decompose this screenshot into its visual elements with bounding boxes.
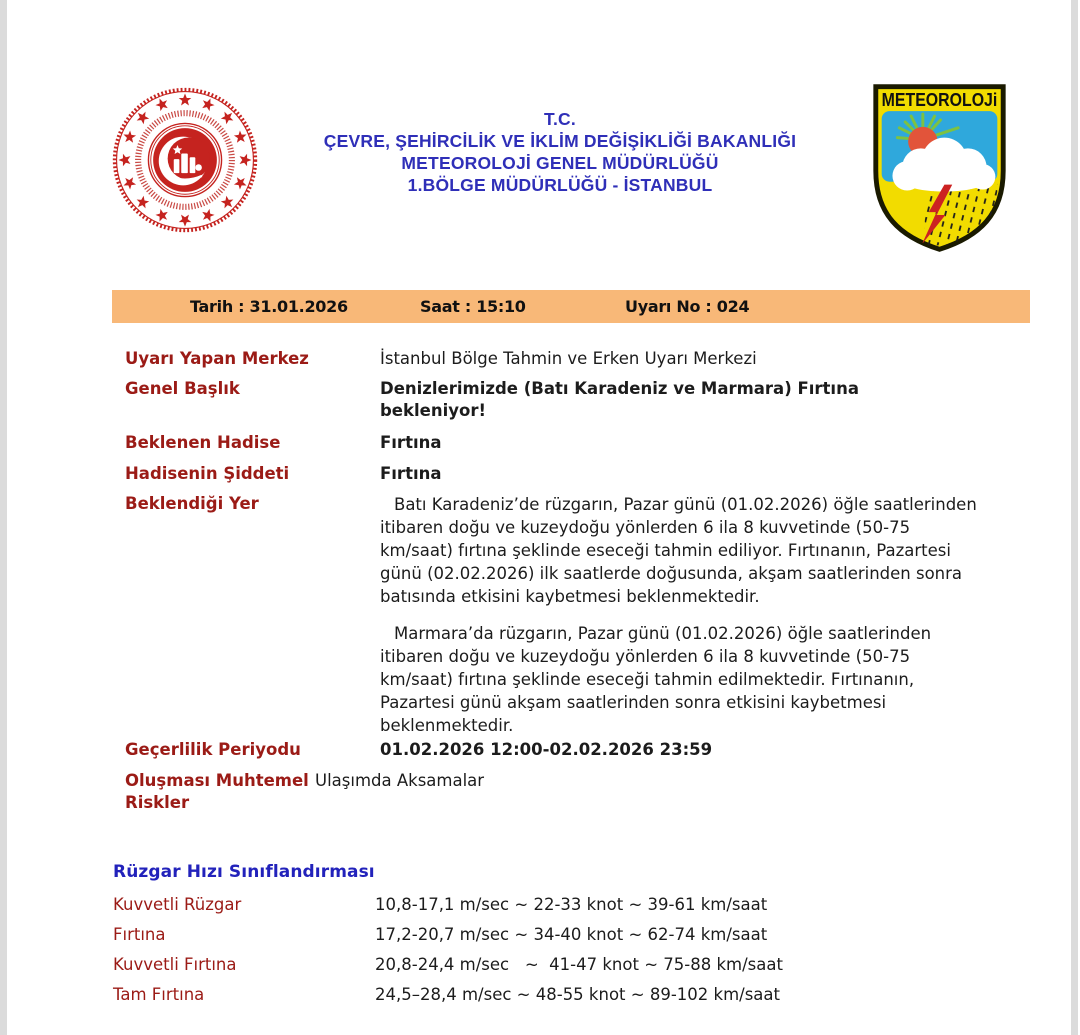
ministry-seal-icon [110,85,260,235]
field-label: Beklendiği Yer [125,494,259,513]
wind-class-value: 10,8-17,1 m/sec ~ 22-33 knot ~ 39-61 km/saat [375,895,768,914]
field-label: Genel Başlık [125,379,240,398]
wind-row-strong-wind [113,894,993,916]
field-label: Oluşması Muhtemel Riskler [125,771,309,812]
wind-class-label: Fırtına [113,925,166,944]
header-title [240,108,880,196]
info-bar [112,290,1030,323]
field-row-expected-event [125,432,987,454]
wind-class-value: 17,2-20,7 m/sec ~ 34-40 knot ~ 62-74 km/saat [375,925,768,944]
field-label: Geçerlilik Periyodu [125,740,301,759]
field-row-possible-risks [125,770,987,814]
wind-class-value: 24,5–28,4 m/sec ~ 48-55 knot ~ 89-102 km/saat [375,985,780,1004]
field-row-warning-center [125,348,987,370]
field-label: Beklenen Hadise [125,433,281,452]
wind-class-value: 20,8-24,4 m/sec ~ 41-47 knot ~ 75-88 km/saat [375,955,783,974]
field-row-event-severity [125,463,987,485]
wind-classification-title: Rüzgar Hızı Sınıflandırması [113,862,375,882]
wind-row-full-storm [113,984,993,1006]
expected-location-paragraph-1: Batı Karadeniz’de rüzgarın, Pazar günü (01.02.2026) öğle saatlerinden itibaren doğu ve kuzeydoğu yönlerden 6 ila 8 kuvvetinde (50-75 km/saat) fırtına şeklinde eseceği tahmin ediliyor. Fırtınanın, Pazartesi günü (02.02.2026) ilk saatlerde doğusunda, akşam saatlerinden sonra batısında etkisini kaybetmesi beklenmektedir. [380,495,977,606]
wind-speed-classification [113,861,993,1014]
field-value: Fırtına [380,433,442,452]
title-line-directorate: METEOROLOJİ GENEL MÜDÜRLÜĞÜ [401,153,719,173]
page-right-edge [1071,0,1078,1035]
wind-class-label: Kuvvetli Fırtına [113,955,237,974]
ministry-seal-logo [110,85,260,235]
info-time: Saat : 15:10 [420,297,526,316]
title-line-ministry: ÇEVRE, ŞEHİRCİLİK VE İKLİM DEĞİŞİKLİĞİ BAKANLIĞI [323,131,797,151]
meteorology-shield-icon [866,78,1013,256]
wind-row-storm [113,924,993,946]
field-value: Fırtına [380,464,442,483]
info-warning-number: Uyarı No : 024 [625,297,750,316]
page-left-edge [0,0,7,1035]
info-date: Tarih : 31.01.2026 [190,297,348,316]
field-label: Uyarı Yapan Merkez [125,349,309,368]
wind-row-strong-storm [113,954,993,976]
warning-fields [125,348,987,814]
title-line-tc: T.C. [544,109,576,129]
field-row-expected-location [125,493,987,737]
field-value [380,493,987,737]
field-row-general-title [125,378,987,422]
meteorology-shield-logo [866,78,1013,256]
expected-location-paragraph-2: Marmara’da rüzgarın, Pazar günü (01.02.2026) öğle saatlerinden itibaren doğu ve kuzeydoğu yönlerden 6 ila 8 kuvvetinde (50-75 km/saat) fırtına şeklinde eseceği tahmin edilmektedir. Fırtınanın, Pazartesi günü akşam saatlerinden sonra etkisini kaybetmesi beklenmektedir. [380,624,932,735]
field-row-validity-period [125,739,987,761]
field-label: Hadisenin Şiddeti [125,464,290,483]
field-value: İstanbul Bölge Tahmin ve Erken Uyarı Merkezi [380,349,757,368]
wind-class-label: Tam Fırtına [113,985,205,1004]
title-line-region: 1.BÖLGE MÜDÜRLÜĞÜ - İSTANBUL [407,175,713,195]
field-value: Denizlerimizde (Batı Karadeniz ve Marmara) Fırtına bekleniyor! [380,379,859,420]
wind-class-label: Kuvvetli Rüzgar [113,895,242,914]
meteorology-logo-text: METEOROLOJi [881,89,998,111]
field-value: 01.02.2026 12:00-02.02.2026 23:59 [380,740,713,759]
field-value: Ulaşımda Aksamalar [315,771,485,790]
